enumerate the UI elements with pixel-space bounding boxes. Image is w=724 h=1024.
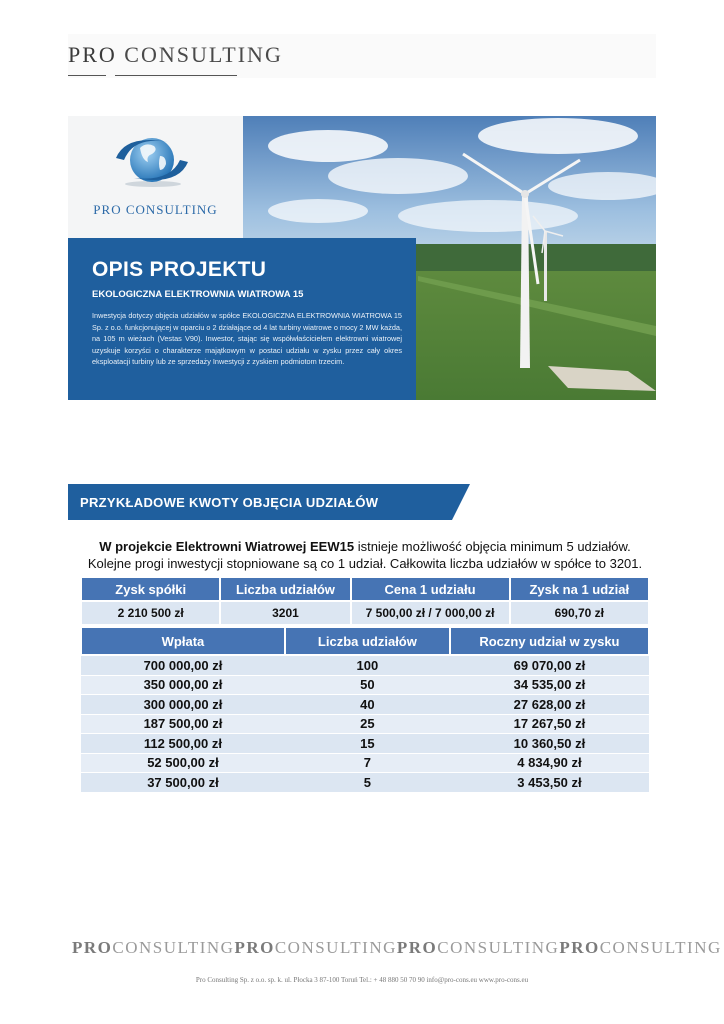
investment-header-cell: Wpłata: [81, 627, 285, 655]
project-description-panel: [68, 238, 416, 400]
summary-data-row: [81, 601, 649, 625]
summary-cell: 2 210 500 zł: [81, 601, 220, 625]
hero-section: [68, 116, 656, 400]
table-cell: 4 834,90 zł: [450, 753, 649, 773]
investment-header-row: [81, 627, 649, 655]
table-cell: 300 000,00 zł: [81, 695, 285, 715]
table-cell: 187 500,00 zł: [81, 714, 285, 734]
table-cell: 15: [285, 734, 450, 754]
table-cell: 350 000,00 zł: [81, 675, 285, 695]
table-cell: 69 070,00 zł: [450, 655, 649, 675]
table-cell: 27 628,00 zł: [450, 695, 649, 715]
table-cell: 50: [285, 675, 450, 695]
investment-header-cell: Liczba udziałów: [285, 627, 450, 655]
project-description: Inwestycja dotyczy objęcia udziałów w spółce EKOLOGICZNA ELEKTROWNIA WIATROWA 15 Sp. z o.o. funkcjonującej w oparciu o 2 działające od 4 lat turbiny wiatrowe o mocy 2 MW każda, na 105 m wieżach (Vestas V90). Inwestor, stając się współwłaścicielem elektrowni wiatrowej uzyskuje korzyści o charakterze majątkowym w postaci udziału w zysku przez cały okres eksploatacji turbiny lub ze sprzedaży Inwestycji z zyskiem podmiotom trzecim.: [92, 311, 402, 367]
logo-text: PRO CONSULTING: [93, 202, 218, 217]
table-cell: 52 500,00 zł: [81, 753, 285, 773]
globe-icon: [68, 116, 243, 206]
table-cell: 37 500,00 zł: [81, 773, 285, 793]
summary-header-cell: Liczba udziałów: [220, 577, 350, 601]
table-cell: 112 500,00 zł: [81, 734, 285, 754]
header-logo: PRO CONSULTING: [68, 42, 283, 67]
summary-table: [80, 576, 650, 626]
summary-header-cell: Zysk na 1 udział: [510, 577, 649, 601]
table-cell: 10 360,50 zł: [450, 734, 649, 754]
table-cell: 3 453,50 zł: [450, 773, 649, 793]
project-subtitle: EKOLOGICZNA ELEKTROWNIA WIATROWA 15: [92, 289, 304, 300]
header-underline-long: [115, 75, 237, 76]
summary-header-row: [81, 577, 649, 601]
section-banner: [68, 484, 470, 520]
summary-cell: 7 500,00 zł / 7 000,00 zł: [351, 601, 510, 625]
summary-cell: 690,70 zł: [510, 601, 649, 625]
table-row: [81, 675, 649, 695]
summary-header-cell: Zysk spółki: [81, 577, 220, 601]
project-title: OPIS PROJEKTU: [92, 258, 267, 281]
logo-panel: [68, 116, 243, 238]
table-row: [81, 773, 649, 793]
intro-line-1: W projekcie Elektrowni Wiatrowej EEW15 istnieje możliwość objęcia minimum 5 udziałów.: [99, 539, 631, 554]
table-row: [81, 734, 649, 754]
footer-contact: Pro Consulting Sp. z o.o. sp. k. ul. Płocka 3 87-100 Toruń Tel.: + 48 880 50 70 90 info@pro-cons.eu www.pro-cons.eu: [195, 976, 529, 984]
table-cell: 700 000,00 zł: [81, 655, 285, 675]
investment-header-cell: Roczny udział w zysku: [450, 627, 649, 655]
footer-logo-strip: PROCONSULTINGPROCONSULTINGPROCONSULTINGPROCONSULTING: [72, 938, 722, 957]
table-cell: 17 267,50 zł: [450, 714, 649, 734]
intro-line-2: Kolejne progi inwestycji stopniowane są co 1 udział. Całkowita liczba udziałów w spółce to 3201.: [87, 556, 643, 571]
table-row: [81, 655, 649, 675]
investment-table: [80, 626, 650, 793]
table-row: [81, 753, 649, 773]
table-row: [81, 695, 649, 715]
table-cell: 34 535,00 zł: [450, 675, 649, 695]
table-cell: 100: [285, 655, 450, 675]
section-title: PRZYKŁADOWE KWOTY OBJĘCIA UDZIAŁÓW: [80, 495, 379, 510]
table-cell: 25: [285, 714, 450, 734]
table-cell: 40: [285, 695, 450, 715]
summary-header-cell: Cena 1 udziału: [351, 577, 510, 601]
header-underline-short: [68, 75, 106, 76]
table-cell: 7: [285, 753, 450, 773]
summary-cell: 3201: [220, 601, 350, 625]
table-row: [81, 714, 649, 734]
table-cell: 5: [285, 773, 450, 793]
